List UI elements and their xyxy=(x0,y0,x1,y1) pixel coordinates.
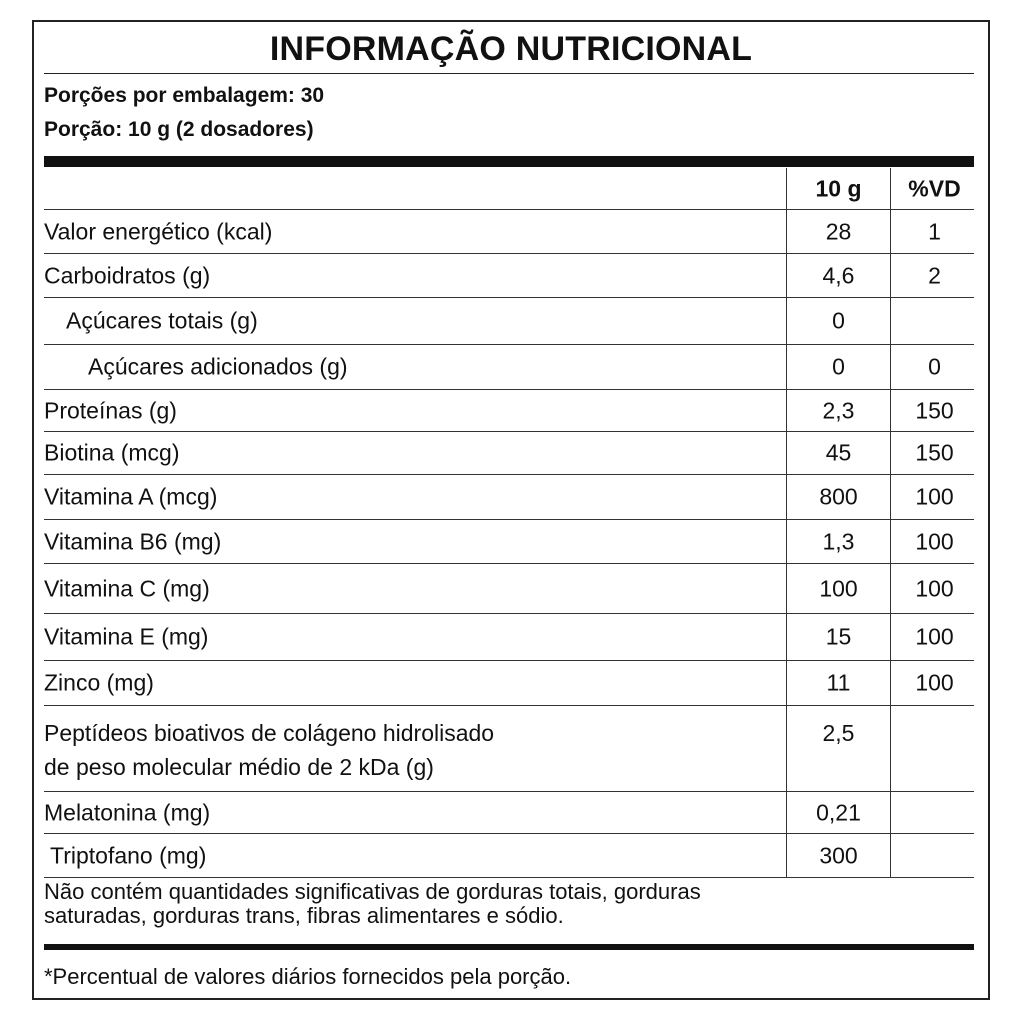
nutrient-amount: 100 xyxy=(819,575,858,601)
table-row xyxy=(44,614,974,661)
nutrient-dv: 100 xyxy=(915,669,954,696)
nutrition-table xyxy=(44,168,974,878)
table-row xyxy=(44,661,974,706)
nutrient-name-line2: de peso molecular médio de 2 kDa (g) xyxy=(44,754,434,780)
nutrient-dv: 100 xyxy=(915,528,954,554)
nutrient-dv: 150 xyxy=(915,439,954,466)
nutrient-amount: 28 xyxy=(825,218,852,244)
not-significant-note xyxy=(44,880,974,928)
nutrient-dv: 2 xyxy=(928,262,941,288)
table-row xyxy=(44,254,974,298)
panel-title: INFORMAÇÃO NUTRICIONAL xyxy=(269,30,753,68)
nutrient-name: Carboidratos (g) xyxy=(44,262,211,288)
table-row xyxy=(44,475,974,520)
nutrition-facts-panel xyxy=(32,20,990,1000)
dv-footnote: *Percentual de valores diários fornecidos pela porção. xyxy=(44,964,572,989)
nutrient-dv: 100 xyxy=(915,483,954,510)
not-significant-line1: Não contém quantidades significativas de gorduras totais, gorduras xyxy=(44,879,701,904)
table-row xyxy=(44,345,974,390)
nutrient-name: Valor energético (kcal) xyxy=(44,218,273,244)
nutrient-dv: 0 xyxy=(928,353,941,380)
table-row xyxy=(44,520,974,564)
thick-divider-top xyxy=(44,156,974,167)
nutrient-dv: 150 xyxy=(915,397,954,423)
nutrient-name: Proteínas (g) xyxy=(44,397,177,423)
table-row xyxy=(44,390,974,432)
table-row xyxy=(44,564,974,614)
nutrient-amount: 800 xyxy=(819,483,858,510)
nutrient-amount: 1,3 xyxy=(822,528,855,554)
header-dv: %VD xyxy=(908,175,961,201)
nutrient-name: Açúcares totais (g) xyxy=(66,307,258,334)
nutrient-amount: 11 xyxy=(826,669,851,696)
table-row xyxy=(44,706,974,792)
thick-divider-bottom xyxy=(44,944,974,950)
table-row xyxy=(44,210,974,254)
nutrient-name: Zinco (mg) xyxy=(44,669,154,696)
nutrient-name: Triptofano (mg) xyxy=(50,842,207,868)
nutrient-name: Vitamina B6 (mg) xyxy=(44,528,222,554)
nutrient-name: Vitamina A (mcg) xyxy=(44,483,218,510)
nutrient-name: Melatonina (mg) xyxy=(44,799,211,825)
header-nutrient-cell xyxy=(44,168,786,209)
table-header-row xyxy=(44,168,974,210)
table-row xyxy=(44,834,974,878)
not-significant-line2: saturadas, gorduras trans, fibras alimentares e sódio. xyxy=(44,903,564,928)
nutrient-amount: 4,6 xyxy=(822,262,855,288)
nutrient-amount: 45 xyxy=(825,439,852,466)
nutrient-amount: 2,3 xyxy=(822,397,855,423)
nutrient-amount: 0,21 xyxy=(816,799,861,825)
nutrient-name: Vitamina C (mg) xyxy=(44,575,210,601)
nutrient-name-line1: Peptídeos bioativos de colágeno hidrolisado xyxy=(44,720,495,746)
header-amount: 10 g xyxy=(815,175,862,201)
serving-size: Porção: 10 g (2 dosadores) xyxy=(44,118,314,141)
nutrient-amount: 0 xyxy=(832,307,845,334)
nutrient-amount: 0 xyxy=(832,353,845,380)
nutrient-dv: 1 xyxy=(928,218,941,244)
nutrient-amount: 15 xyxy=(825,623,852,650)
nutrient-name: Açúcares adicionados (g) xyxy=(88,353,348,380)
nutrient-amount: 300 xyxy=(819,842,858,868)
nutrient-dv: 100 xyxy=(915,623,954,650)
title-divider xyxy=(44,73,974,74)
nutrient-name: Biotina (mcg) xyxy=(44,439,180,466)
nutrient-name: Vitamina E (mg) xyxy=(44,623,209,650)
nutrient-amount: 2,5 xyxy=(822,720,855,746)
table-row xyxy=(44,792,974,834)
table-row xyxy=(44,298,974,345)
nutrient-dv: 100 xyxy=(915,575,954,601)
table-row xyxy=(44,432,974,475)
servings-per-package: Porções por embalagem: 30 xyxy=(44,84,325,107)
